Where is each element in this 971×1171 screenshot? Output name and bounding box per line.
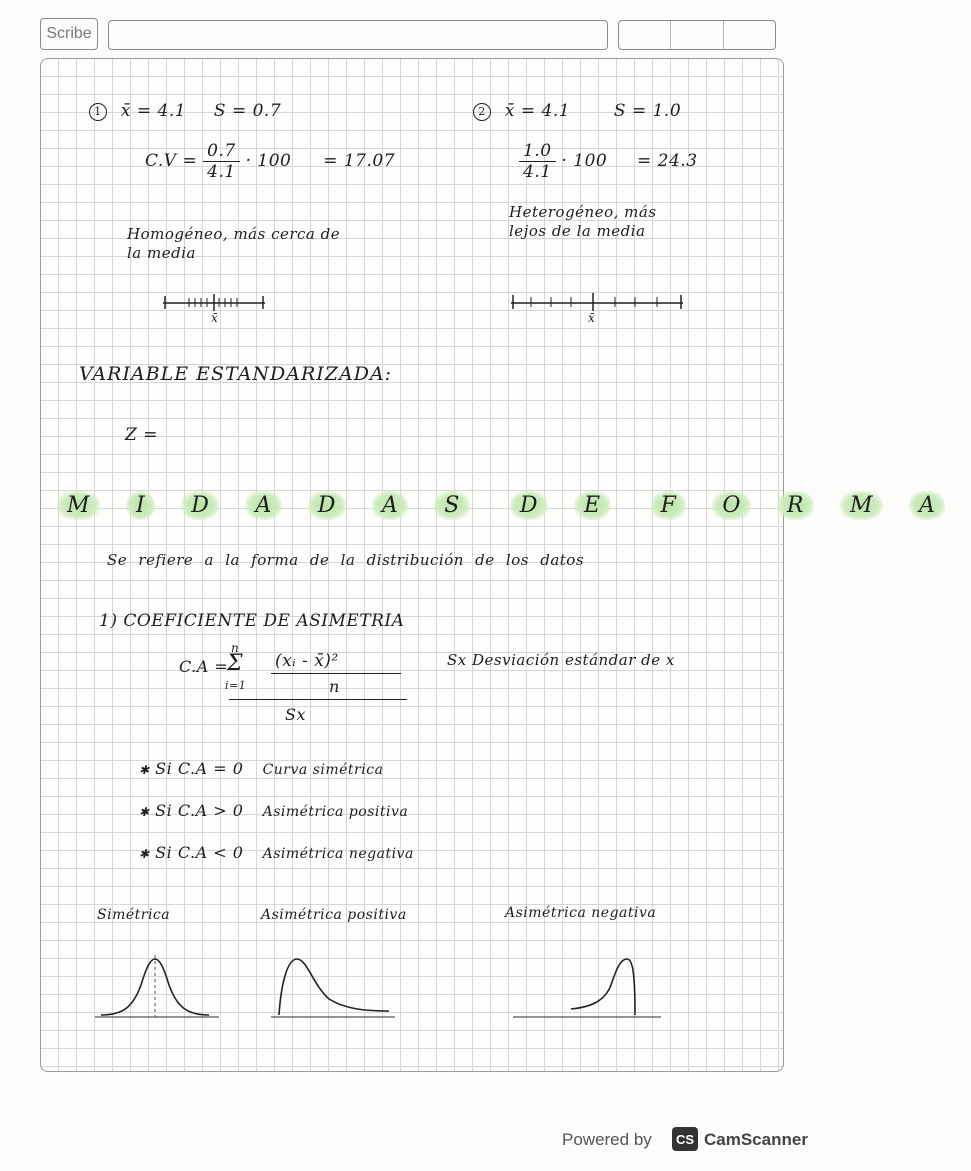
outer-fraction-line	[229, 699, 407, 700]
positive-skew-curve-sketch	[269, 945, 399, 1021]
coef-title: 1) COEFICIENTE DE ASIMETRIA	[99, 611, 405, 631]
sum-bottom: i=1	[225, 679, 247, 692]
ex1-comment-line2: la media	[127, 244, 196, 262]
asterisk-icon: ✱	[139, 763, 150, 777]
variable-title: VARIABLE ESTANDARIZADA:	[79, 363, 393, 385]
powered-by-text: Powered by	[562, 1130, 652, 1149]
ex1-comment-line1: Homogéneo, más cerca de	[127, 225, 341, 243]
ex2-axis-label: x̄	[588, 311, 596, 325]
date-segment-3	[724, 21, 775, 49]
title-letter: D	[181, 491, 219, 520]
rule-condition: Si C.A = 0	[155, 759, 244, 778]
medidas-description: Se refiere a la forma de la distribución de los datos	[107, 551, 585, 569]
sum-top: n	[231, 641, 240, 655]
title-letter: D	[510, 491, 548, 520]
ex1-comment	[127, 225, 340, 263]
camscanner-logo-icon: CS	[672, 1127, 698, 1151]
curve-label-symmetric: Simétrica	[97, 907, 171, 923]
curve-label-positive: Asimétrica positiva	[261, 907, 407, 923]
rule-description: Asimétrica positiva	[262, 804, 409, 820]
title-letter: D	[308, 491, 346, 520]
logo-text: Scribe	[46, 25, 92, 42]
title-field	[108, 20, 608, 50]
title-letter: M	[57, 491, 100, 520]
ca-label: C.A =	[179, 657, 229, 676]
title-letter: F	[651, 491, 687, 520]
inner-fraction-line	[271, 673, 401, 674]
date-segment-2	[671, 21, 723, 49]
curve-label-negative: Asimétrica negativa	[505, 905, 657, 921]
ex1-axis-label: x̄	[211, 311, 219, 325]
asterisk-icon: ✱	[139, 847, 150, 861]
ex2-header	[473, 101, 681, 121]
symmetric-curve-sketch	[93, 945, 223, 1021]
ex1-cv-label: C.V	[145, 151, 177, 171]
ex1-frac-num: 0.7	[203, 141, 240, 162]
title-letter: E	[574, 491, 611, 520]
ca-n: n	[329, 677, 340, 696]
ex1-times: · 100	[245, 151, 292, 171]
z-formula: Z =	[125, 425, 158, 445]
rule-condition: Si C.A < 0	[155, 843, 244, 862]
ex2-sd: S = 1.0	[613, 101, 682, 121]
rule-description: Curva simétrica	[262, 762, 384, 778]
notebook-page	[40, 58, 936, 1072]
ex1-header	[89, 101, 281, 121]
title-letter: S	[434, 491, 470, 520]
ex2-comment-line1: Heterogéneo, más	[509, 203, 657, 221]
ex1-frac-den: 4.1	[207, 162, 236, 182]
negative-skew-curve-sketch	[511, 945, 665, 1021]
medidas-de-forma-title	[57, 491, 971, 520]
title-letter: O	[712, 491, 751, 520]
ex2-number: 2	[473, 103, 491, 121]
ex1-sd: S = 0.7	[213, 101, 282, 121]
ex1-result: = 17.07	[323, 151, 396, 171]
title-letter: A	[245, 491, 281, 520]
date-field	[618, 20, 776, 50]
rule-condition: Si C.A > 0	[155, 801, 244, 820]
rule-row	[139, 843, 414, 862]
asterisk-icon: ✱	[139, 805, 150, 819]
ex1-cv-formula: C.V = $\frac{0.7}{4.1}$ · 100 = 17.07	[145, 141, 396, 182]
sx-definition: Sx Desviación estándar de x	[447, 651, 675, 669]
ex1-mean: x̄ = 4.1	[120, 101, 187, 121]
title-letter: I	[126, 491, 155, 520]
ex1-fraction	[203, 141, 240, 182]
ex2-cv-formula	[519, 141, 698, 182]
title-letter: A	[372, 491, 408, 520]
ex2-comment-line2: lejos de la media	[509, 222, 646, 240]
ex2-frac-num: 1.0	[519, 141, 556, 162]
sum-symbol: Σ	[227, 651, 244, 676]
ex2-comment	[509, 203, 657, 241]
ex2-axis-sketch	[507, 289, 687, 325]
rule-row	[139, 801, 408, 820]
ex2-frac-den: 4.1	[523, 162, 552, 182]
title-letter: A	[909, 491, 945, 520]
rule-description: Asimétrica negativa	[262, 846, 414, 862]
ca-denominator: Sx	[285, 705, 306, 724]
ex2-fraction	[519, 141, 556, 182]
title-letter: R	[777, 491, 814, 520]
rule-row	[139, 759, 383, 778]
camscanner-brand: CamScanner	[704, 1130, 808, 1149]
ex1-number: 1	[89, 103, 107, 121]
date-segment-1	[619, 21, 671, 49]
title-letter: M	[840, 491, 883, 520]
ex2-result: = 24.3	[637, 151, 698, 171]
ex2-mean: x̄ = 4.1	[504, 101, 571, 121]
scribe-logo	[40, 18, 98, 50]
ex2-times: · 100	[561, 151, 608, 171]
ca-numerator: (xᵢ - x̄)²	[275, 651, 339, 671]
